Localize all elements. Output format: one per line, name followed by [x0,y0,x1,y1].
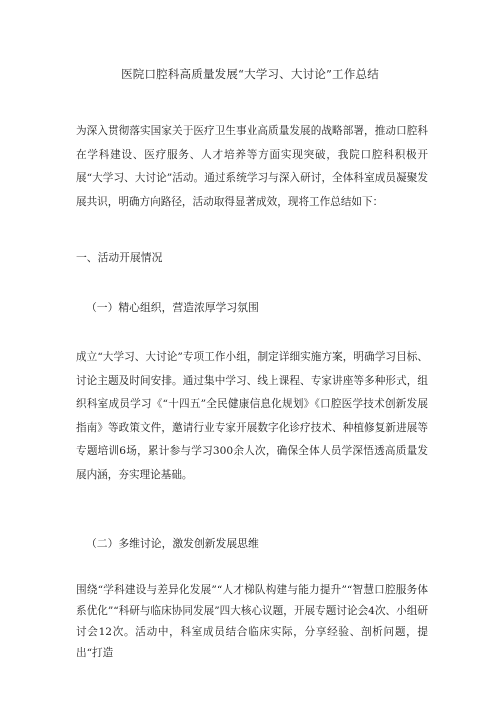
section-heading-activities: 一、活动开展情况 [76,251,163,264]
intro-paragraph: 为深入贯彻落实国家关于医疗卫生事业高质量发展的战略部署，推动口腔科在学科建设、医疗服务、人才培养等方面实现突破，我院口腔科积极开展“大学习、大讨论”活动。通过系统学习与深入研讨，全体科室成员凝聚发展共识，明确方向路径，活动取得显著成效，现将工作总结如下： [76,125,428,208]
subsection-heading-discussion: （二）多维讨论，激发创新发展思维 [86,537,259,550]
subsection-body-discussion: 围绕“学科建设与差异化发展”“人才梯队构建与能力提升”“智慧口腔服务体系优化”“科研与临床协同发展”四大核心议题，开展专题讨论会4次、小组研讨会12次。活动中，科室成员结合临床实际，分享经验、剖析问题，提出“打造 [76,584,428,659]
subsection-heading-organization: （一）精心组织，营造浓厚学习氛围 [86,301,259,314]
document-title: 医院口腔科高质量发展“大学习、大讨论”工作总结 [121,67,379,81]
subsection-body-organization: 成立“大学习、大讨论”专项工作小组，制定详细实施方案，明确学习目标、讨论主题及时间安排。通过集中学习、线上课程、专家讲座等多种形式，组织科室成员学习《“十四五”全民健康信息化规划》《口腔医学技术创新发展指南》等政策文件，邀请行业专家开展数字化诊疗技术、种植修复新进展等专题培训6场，累计参与学习300余人次，确保全体人员学深悟透高质量发展内涵，夯实理论基础。 [76,351,428,481]
